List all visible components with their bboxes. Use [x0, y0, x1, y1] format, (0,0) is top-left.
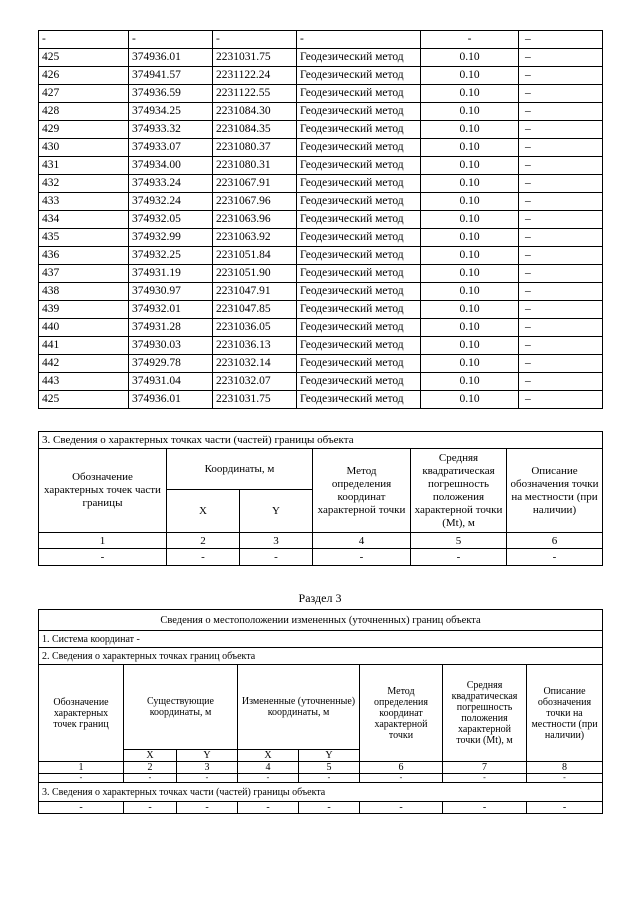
s3-part-cell: -: [443, 802, 527, 814]
accuracy-cell: 0.10: [421, 283, 519, 301]
accuracy-cell: 0.10: [421, 175, 519, 193]
table-row: [39, 391, 603, 409]
y-coordinate-cell: 2231084.35: [213, 121, 297, 139]
table-row: [39, 265, 603, 283]
point-number-cell: 425: [39, 391, 129, 409]
s3-num: 7: [443, 762, 527, 774]
part-col-coords: Координаты, м: [167, 449, 313, 490]
point-number-cell: 434: [39, 211, 129, 229]
x-coordinate-cell: 374930.03: [129, 337, 213, 355]
method-cell: -: [297, 31, 421, 49]
points-table-body: [39, 31, 603, 409]
part-col-method: Метод определения координат характерной точки: [313, 449, 411, 533]
table-row: [39, 49, 603, 67]
s3-part-cell: -: [177, 802, 238, 814]
y-coordinate-cell: 2231067.91: [213, 175, 297, 193]
y-coordinate-cell: 2231080.37: [213, 139, 297, 157]
accuracy-cell: 0.10: [421, 391, 519, 409]
method-cell: Геодезический метод: [297, 229, 421, 247]
method-cell: Геодезический метод: [297, 175, 421, 193]
y-coordinate-cell: 2231032.07: [213, 373, 297, 391]
point-number-cell: 443: [39, 373, 129, 391]
table-row: [39, 283, 603, 301]
description-cell: –: [519, 301, 603, 319]
accuracy-cell: 0.10: [421, 355, 519, 373]
point-number-cell: 442: [39, 355, 129, 373]
x-coordinate-cell: 374934.00: [129, 157, 213, 175]
accuracy-cell: 0.10: [421, 337, 519, 355]
x-coordinate-cell: 374929.78: [129, 355, 213, 373]
method-cell: Геодезический метод: [297, 157, 421, 175]
table-row: [39, 121, 603, 139]
s3-dash-cell: -: [443, 774, 527, 783]
s3-col-x1: X: [124, 750, 177, 762]
s3-dash-cell: -: [124, 774, 177, 783]
y-coordinate-cell: 2231122.24: [213, 67, 297, 85]
accuracy-cell: 0.10: [421, 139, 519, 157]
part-empty-cell: -: [507, 549, 603, 566]
coordinate-system: 1. Система координат -: [39, 631, 603, 648]
method-cell: Геодезический метод: [297, 301, 421, 319]
y-coordinate-cell: 2231063.92: [213, 229, 297, 247]
description-cell: –: [519, 211, 603, 229]
accuracy-cell: 0.10: [421, 319, 519, 337]
description-cell: –: [519, 319, 603, 337]
y-coordinate-cell: 2231047.85: [213, 301, 297, 319]
point-number-cell: 438: [39, 283, 129, 301]
x-coordinate-cell: 374932.01: [129, 301, 213, 319]
method-cell: Геодезический метод: [297, 103, 421, 121]
description-cell: –: [519, 49, 603, 67]
point-number-cell: 435: [39, 229, 129, 247]
accuracy-cell: 0.10: [421, 157, 519, 175]
points-table: [38, 30, 603, 409]
y-coordinate-cell: -: [213, 31, 297, 49]
x-coordinate-cell: 374933.24: [129, 175, 213, 193]
description-cell: –: [519, 139, 603, 157]
s3-num: 5: [299, 762, 360, 774]
point-number-cell: 428: [39, 103, 129, 121]
s3-dash-cell: -: [360, 774, 443, 783]
description-cell: –: [519, 283, 603, 301]
accuracy-cell: 0.10: [421, 301, 519, 319]
s3-col-changed: Измененные (уточненные) координаты, м: [238, 665, 360, 750]
method-cell: Геодезический метод: [297, 85, 421, 103]
y-coordinate-cell: 2231051.84: [213, 247, 297, 265]
accuracy-cell: 0.10: [421, 229, 519, 247]
point-number-cell: 432: [39, 175, 129, 193]
s3-dash-cell: -: [177, 774, 238, 783]
table-row: [39, 301, 603, 319]
s3-col-description: Описание обозначения точки на местности (при наличии): [527, 665, 603, 762]
s3-part-cell: -: [360, 802, 443, 814]
description-cell: –: [519, 373, 603, 391]
accuracy-cell: 0.10: [421, 265, 519, 283]
x-coordinate-cell: 374932.25: [129, 247, 213, 265]
table-row: [39, 211, 603, 229]
part-col-description: Описание обозначения точки на местности (при наличии): [507, 449, 603, 533]
method-cell: Геодезический метод: [297, 211, 421, 229]
table-row: [39, 193, 603, 211]
point-number-cell: 429: [39, 121, 129, 139]
s3-dash-cell: -: [527, 774, 603, 783]
method-cell: Геодезический метод: [297, 265, 421, 283]
method-cell: Геодезический метод: [297, 337, 421, 355]
table-row: [39, 85, 603, 103]
part-num: 4: [313, 533, 411, 549]
method-cell: Геодезический метод: [297, 391, 421, 409]
description-cell: –: [519, 67, 603, 85]
method-cell: Геодезический метод: [297, 139, 421, 157]
s3-dash-cell: -: [39, 774, 124, 783]
table-row: [39, 355, 603, 373]
accuracy-cell: 0.10: [421, 85, 519, 103]
part-points-table: [38, 431, 603, 566]
x-coordinate-cell: -: [129, 31, 213, 49]
x-coordinate-cell: 374931.04: [129, 373, 213, 391]
s3-dash-cell: -: [238, 774, 299, 783]
table-row: [39, 31, 603, 49]
description-cell: –: [519, 247, 603, 265]
accuracy-cell: 0.10: [421, 49, 519, 67]
x-coordinate-cell: 374932.99: [129, 229, 213, 247]
section3-part-title: 3. Сведения о характерных точках части (частей) границы объекта: [39, 783, 603, 802]
accuracy-cell: 0.10: [421, 373, 519, 391]
point-number-cell: 433: [39, 193, 129, 211]
description-cell: –: [519, 157, 603, 175]
y-coordinate-cell: 2231036.05: [213, 319, 297, 337]
description-cell: –: [519, 103, 603, 121]
s3-part-cell: -: [238, 802, 299, 814]
s3-num: 1: [39, 762, 124, 774]
section3-table: [38, 609, 603, 814]
s3-part-cell: -: [527, 802, 603, 814]
y-coordinate-cell: 2231084.30: [213, 103, 297, 121]
part-col-designation: Обозначение характерных точек части границы: [39, 449, 167, 533]
s3-part-cell: -: [299, 802, 360, 814]
description-cell: –: [519, 391, 603, 409]
accuracy-cell: 0.10: [421, 211, 519, 229]
point-number-cell: -: [39, 31, 129, 49]
part-empty-cell: -: [39, 549, 167, 566]
part-num: 2: [167, 533, 240, 549]
part-table-title: 3. Сведения о характерных точках части (частей) границы объекта: [39, 432, 603, 449]
x-coordinate-cell: 374933.32: [129, 121, 213, 139]
y-coordinate-cell: 2231032.14: [213, 355, 297, 373]
method-cell: Геодезический метод: [297, 121, 421, 139]
accuracy-cell: 0.10: [421, 193, 519, 211]
part-num: 5: [411, 533, 507, 549]
s3-num: 8: [527, 762, 603, 774]
point-number-cell: 426: [39, 67, 129, 85]
part-empty-cell: -: [240, 549, 313, 566]
s3-num: 4: [238, 762, 299, 774]
part-num: 6: [507, 533, 603, 549]
part-empty-cell: -: [411, 549, 507, 566]
table-row: [39, 247, 603, 265]
y-coordinate-cell: 2231051.90: [213, 265, 297, 283]
point-number-cell: 440: [39, 319, 129, 337]
y-coordinate-cell: 2231047.91: [213, 283, 297, 301]
x-coordinate-cell: 374936.01: [129, 49, 213, 67]
part-num: 1: [39, 533, 167, 549]
table-row: [39, 229, 603, 247]
part-col-y: Y: [240, 490, 313, 533]
x-coordinate-cell: 374932.24: [129, 193, 213, 211]
s3-col-y1: Y: [177, 750, 238, 762]
point-number-cell: 439: [39, 301, 129, 319]
method-cell: Геодезический метод: [297, 67, 421, 85]
y-coordinate-cell: 2231036.13: [213, 337, 297, 355]
method-cell: Геодезический метод: [297, 355, 421, 373]
x-coordinate-cell: 374930.97: [129, 283, 213, 301]
description-cell: –: [519, 265, 603, 283]
s3-num: 3: [177, 762, 238, 774]
accuracy-cell: 0.10: [421, 67, 519, 85]
x-coordinate-cell: 374933.07: [129, 139, 213, 157]
y-coordinate-cell: 2231122.55: [213, 85, 297, 103]
table-row: [39, 319, 603, 337]
point-number-cell: 427: [39, 85, 129, 103]
table-row: [39, 139, 603, 157]
description-cell: –: [519, 31, 603, 49]
s3-col-existing: Существующие координаты, м: [124, 665, 238, 750]
s3-col-designation: Обозначение характерных точек границ: [39, 665, 124, 762]
x-coordinate-cell: 374936.59: [129, 85, 213, 103]
s3-num: 6: [360, 762, 443, 774]
part-col-accuracy: Средняя квадратическая погрешность положения характерной точки (Mt), м: [411, 449, 507, 533]
point-number-cell: 430: [39, 139, 129, 157]
table-row: [39, 67, 603, 85]
part-col-x: X: [167, 490, 240, 533]
x-coordinate-cell: 374931.19: [129, 265, 213, 283]
section3-caption: Сведения о местоположении измененных (уточненных) границ объекта: [39, 610, 603, 631]
description-cell: –: [519, 355, 603, 373]
description-cell: –: [519, 121, 603, 139]
method-cell: Геодезический метод: [297, 193, 421, 211]
s3-part-cell: -: [39, 802, 124, 814]
method-cell: Геодезический метод: [297, 247, 421, 265]
y-coordinate-cell: 2231067.96: [213, 193, 297, 211]
description-cell: –: [519, 337, 603, 355]
table-row: [39, 175, 603, 193]
s3-col-y2: Y: [299, 750, 360, 762]
part-empty-cell: -: [313, 549, 411, 566]
method-cell: Геодезический метод: [297, 283, 421, 301]
part-num: 3: [240, 533, 313, 549]
y-coordinate-cell: 2231080.31: [213, 157, 297, 175]
s3-num: 2: [124, 762, 177, 774]
x-coordinate-cell: 374936.01: [129, 391, 213, 409]
x-coordinate-cell: 374934.25: [129, 103, 213, 121]
x-coordinate-cell: 374931.28: [129, 319, 213, 337]
table-row: [39, 103, 603, 121]
method-cell: Геодезический метод: [297, 319, 421, 337]
point-number-cell: 437: [39, 265, 129, 283]
table-row: [39, 337, 603, 355]
description-cell: –: [519, 85, 603, 103]
section-heading: Раздел 3: [298, 591, 342, 605]
point-number-cell: 425: [39, 49, 129, 67]
s3-part-cell: -: [124, 802, 177, 814]
accuracy-cell: 0.10: [421, 103, 519, 121]
table-row: [39, 157, 603, 175]
y-coordinate-cell: 2231031.75: [213, 49, 297, 67]
description-cell: –: [519, 175, 603, 193]
accuracy-cell: -: [421, 31, 519, 49]
accuracy-cell: 0.10: [421, 121, 519, 139]
point-number-cell: 431: [39, 157, 129, 175]
section3-points-title: 2. Сведения о характерных точках границ объекта: [39, 648, 603, 665]
table-row: [39, 373, 603, 391]
s3-col-method: Метод определения координат характерной точки: [360, 665, 443, 762]
y-coordinate-cell: 2231063.96: [213, 211, 297, 229]
part-empty-cell: -: [167, 549, 240, 566]
description-cell: –: [519, 193, 603, 211]
point-number-cell: 441: [39, 337, 129, 355]
y-coordinate-cell: 2231031.75: [213, 391, 297, 409]
x-coordinate-cell: 374932.05: [129, 211, 213, 229]
s3-col-accuracy: Средняя квадратическая погрешность положения характерной точки (Mt), м: [443, 665, 527, 762]
method-cell: Геодезический метод: [297, 49, 421, 67]
point-number-cell: 436: [39, 247, 129, 265]
method-cell: Геодезический метод: [297, 373, 421, 391]
s3-col-x2: X: [238, 750, 299, 762]
s3-dash-cell: -: [299, 774, 360, 783]
description-cell: –: [519, 229, 603, 247]
accuracy-cell: 0.10: [421, 247, 519, 265]
x-coordinate-cell: 374941.57: [129, 67, 213, 85]
